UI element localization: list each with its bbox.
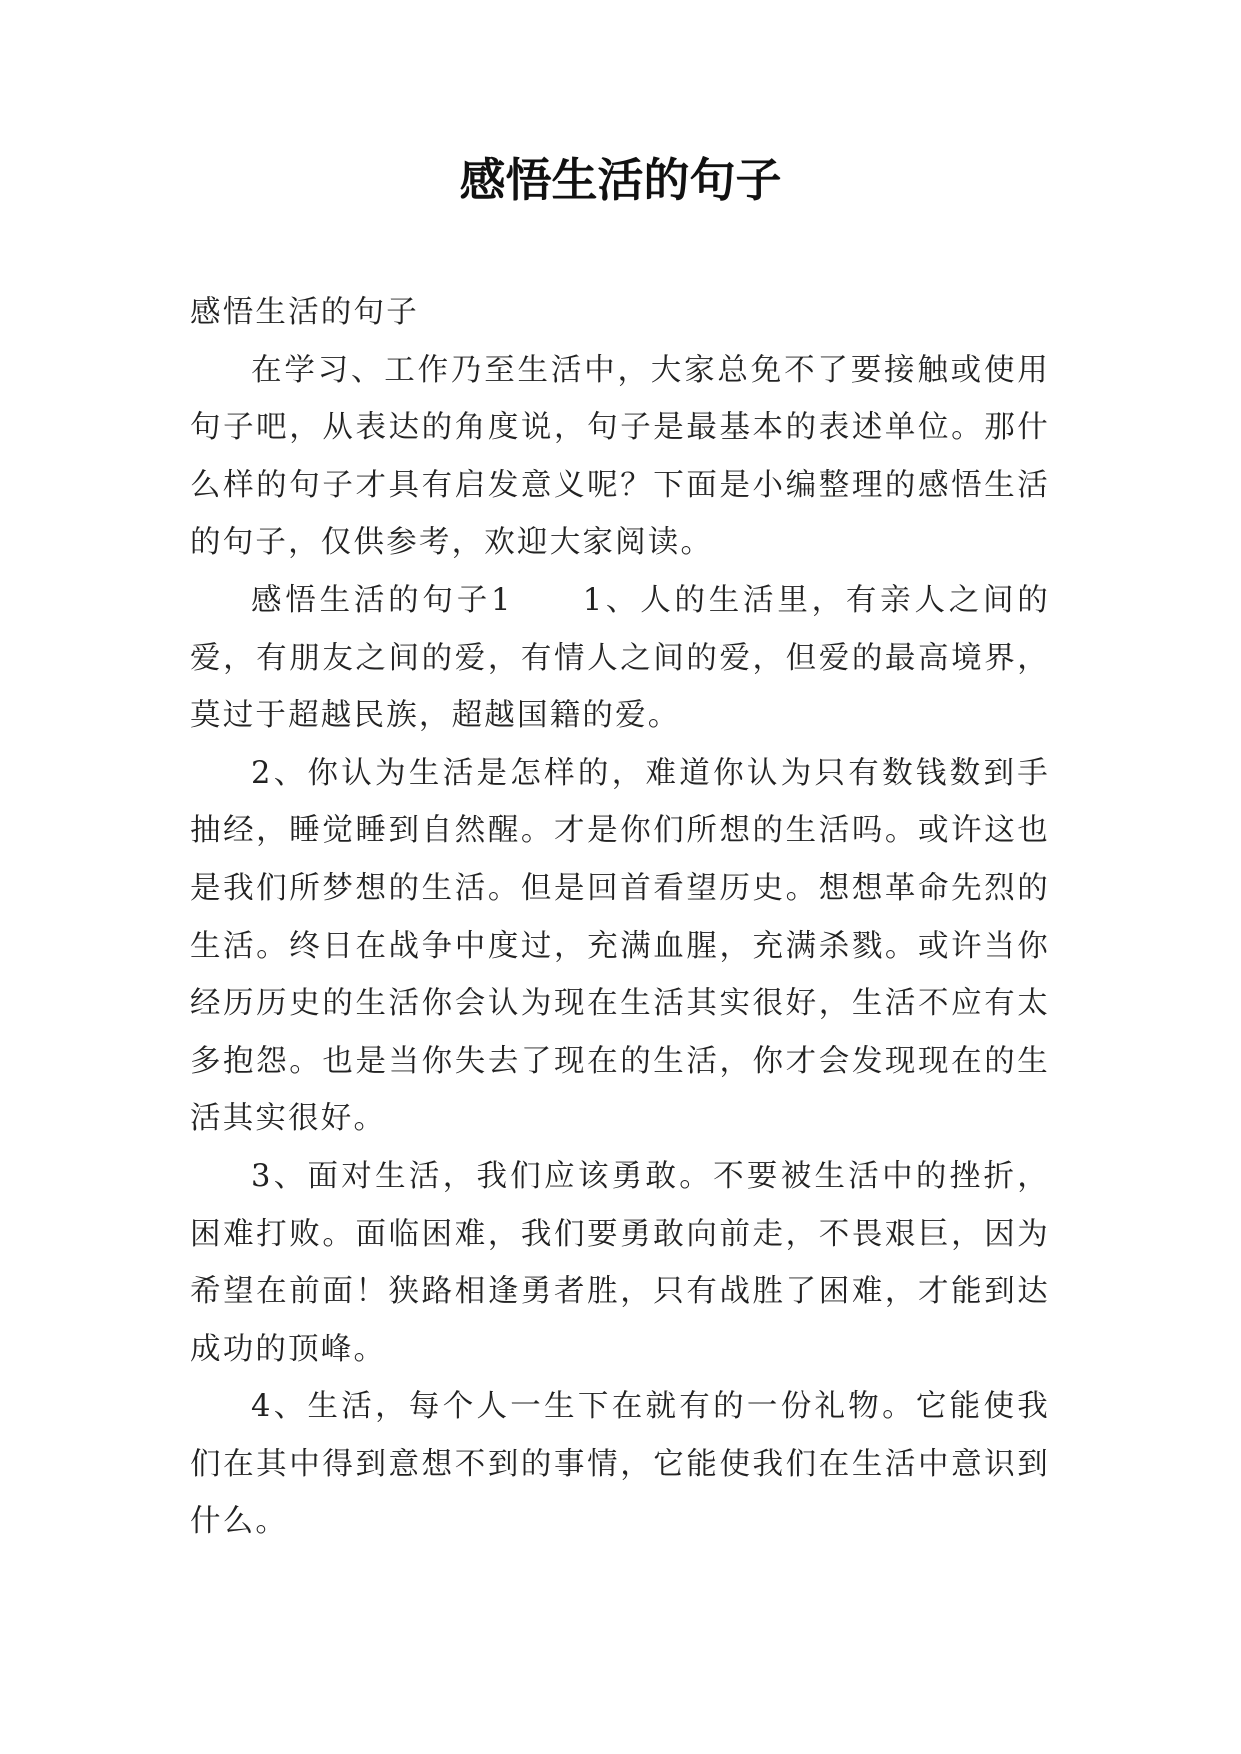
sentence-paragraph-2: 2、你认为生活是怎样的，难道你认为只有数钱数到手抽经，睡觉睡到自然醒。才是你们所想的生活吗。或许这也是我们所梦想的生活。但是回首看望历史。想想革命先烈的生活。终日在战争中度过，充满血腥，充满杀戮。或许当你经历历史的生活你会认为现在生活其实很好，生活不应有太多抱怨。也是当你失去了现在的生活，你才会发现现在的生活其实很好。: [190, 755, 1050, 1137]
sentence-paragraph-1: 感悟生活的句子1 1、人的生活里，有亲人之间的爱，有朋友之间的爱，有情人之间的爱，但爱的最高境界，莫过于超越民族，超越国籍的爱。: [190, 582, 1050, 734]
document-subtitle: 感悟生活的句子: [190, 295, 419, 330]
document-title: 感悟生活的句子: [459, 153, 782, 207]
sentence-paragraph-4: 4、生活，每个人一生下在就有的一份礼物。它能使我们在其中得到意想不到的事情，它能使我们在生活中意识到什么。: [190, 1389, 1050, 1540]
document-body: [190, 284, 1050, 1551]
sentence-paragraph-3: 3、面对生活，我们应该勇敢。不要被生活中的挫折，困难打败。面临困难，我们要勇敢向前走，不畏艰巨，因为希望在前面！狭路相逢勇者胜，只有战胜了困难，才能到达成功的顶峰。: [190, 1158, 1050, 1367]
intro-paragraph: 在学习、工作乃至生活中，大家总免不了要接触或使用句子吧，从表达的角度说，句子是最基本的表述单位。那什么样的句子才具有启发意义呢？下面是小编整理的感悟生活的句子，仅供参考，欢迎大家阅读。: [190, 352, 1050, 561]
